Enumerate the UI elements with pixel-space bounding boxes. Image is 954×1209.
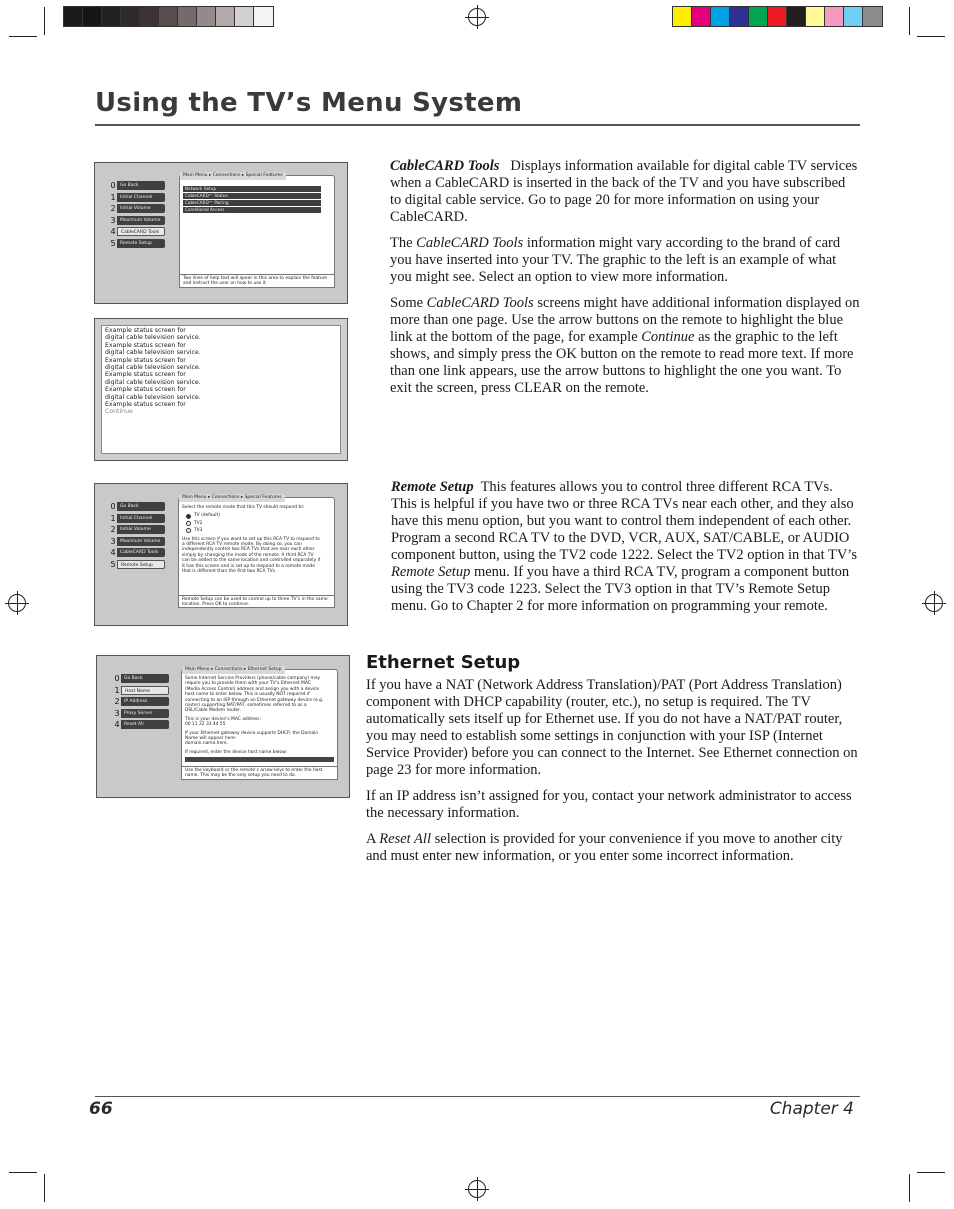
menu-item[interactable] xyxy=(109,181,165,190)
menu-item-label: Maximum Volume xyxy=(117,216,165,225)
menu-item-number: 4 xyxy=(110,227,116,236)
color-swatch xyxy=(216,7,235,26)
menu-item-number: 0 xyxy=(110,502,116,511)
menu-item[interactable] xyxy=(113,709,169,718)
remote-setup-screen xyxy=(94,483,348,626)
menu-item-number: 0 xyxy=(110,181,116,190)
color-swatch xyxy=(844,7,863,26)
menu-item-number: 2 xyxy=(110,204,116,213)
radio-label: TV (default) xyxy=(194,513,220,519)
color-swatch xyxy=(178,7,197,26)
menu-item[interactable] xyxy=(109,227,165,236)
crop-mark xyxy=(909,1174,910,1202)
prompt-text: Select the remote mode that this TV should respond to: xyxy=(182,505,305,510)
menu-option[interactable]: Network Setup xyxy=(183,186,321,192)
menu-option[interactable]: Conditional Access xyxy=(183,207,321,213)
ethernet-setup-screen xyxy=(96,655,350,798)
menu-item-label: Go Back xyxy=(121,674,169,683)
color-swatch xyxy=(749,7,768,26)
menu-item-number: 2 xyxy=(110,525,116,534)
mac-label: This is your device’s MAC address: xyxy=(185,716,261,722)
term: Continue xyxy=(641,329,695,345)
radio-icon xyxy=(186,514,191,519)
color-swatch xyxy=(806,7,825,26)
color-swatch xyxy=(692,7,711,26)
help-text: Remote Setup can be used to control up to three TV’s in the same location. Press OK to continue. xyxy=(178,595,335,608)
domain-name: domain.name.here. xyxy=(185,741,228,747)
menu-option[interactable]: CableCARD™ Pairing xyxy=(183,200,321,206)
crop-mark xyxy=(9,36,37,37)
status-line: Example status screen for xyxy=(105,401,186,409)
radio-label: TV3 xyxy=(194,528,203,534)
color-swatch xyxy=(121,7,140,26)
menu-item[interactable] xyxy=(113,720,169,729)
host-prompt: If required, enter the device host name below: xyxy=(185,749,287,755)
host-name-input[interactable] xyxy=(185,757,334,762)
menu-item[interactable] xyxy=(113,674,169,683)
menu-item-number: 0 xyxy=(114,674,120,683)
menu-item-number: 4 xyxy=(114,720,120,729)
paragraph: Displays information available for digital cable TV services when a CableCARD is inserted in the back of the TV and you have subscribed to digital cable service. Go to page 20 for more information on using your CableCARD. xyxy=(390,158,858,225)
color-swatch xyxy=(711,7,730,26)
mac-address: 00 11 22 33 44 55 xyxy=(185,722,226,728)
menu-item-label: Go Back xyxy=(117,181,165,190)
color-swatch xyxy=(673,7,692,26)
breadcrumb: Main Menu ▸ Connections ▸ Ethernet Setup xyxy=(182,666,285,674)
menu-item-number: 5 xyxy=(110,559,116,569)
crop-mark xyxy=(44,1174,45,1202)
breadcrumb: Main Menu ▸ Connections ▸ Special Features xyxy=(180,172,286,180)
color-swatch xyxy=(825,7,844,26)
status-line: Example status screen for digital cable television service. xyxy=(105,371,201,386)
menu-item[interactable] xyxy=(113,686,169,695)
crop-mark xyxy=(917,1172,945,1173)
menu-item-label: IP Address xyxy=(121,697,169,706)
text: This features allows you to control three different RCA TVs. This is helpful if you have two or three RCA TVs near each other, and they also have this menu option, but you want to control them independent of each other. Program a second RCA TV to the DVD, VCR, AUX, SAT/CABLE, or AUDIO component button, using the TV2 code 1222. Select the TV2 option in that TV’s xyxy=(391,479,857,563)
menu-item-number: 5 xyxy=(110,238,116,248)
color-swatch xyxy=(83,7,102,26)
side-menu xyxy=(109,502,165,571)
isp-info-text: Some Internet Service Providers (phone/cable company) may require you to provide them with your TV’s Ethernet MAC (Media Access Control) address and assign you with a device host name to enter below. This is usually NOT required if connecting to an ISP through an Ethernet gateway device (e.g. router) supporting NAT/PAT, sometimes referred to as a DSL/Cable Modem router. xyxy=(185,676,324,714)
color-swatch xyxy=(64,7,83,26)
remote-setup-section xyxy=(391,479,861,624)
domain-info-text: If your Ethernet gateway device supports DHCP, the Domain Name will appear here: xyxy=(185,730,319,742)
menu-item-number: 4 xyxy=(110,548,116,557)
menu-item-label: Remote Setup xyxy=(117,239,165,248)
menu-item[interactable] xyxy=(109,502,165,511)
text: menu. If you have a third RCA TV, program a component button using the TV3 code 1223. Select the TV3 option in that TV’s Remote Setup menu. Go to Chapter 2 for more information on programming your remote. xyxy=(391,564,850,614)
term: CableCARD Tools xyxy=(390,158,500,174)
header-rule xyxy=(95,124,860,126)
text: as the graphic to the left shows, and simply press the OK button on the remote to read more text. If more than one link appears, use the arrow buttons to highlight the one you want. To exit the screen, press CLEAR on the remote. xyxy=(390,329,854,396)
text: information might vary according to the brand of card you have inserted into your TV. The graphic to the left is an example of what you might see. Select an option to view more information. xyxy=(390,235,841,285)
color-swatch xyxy=(730,7,749,26)
menu-item-number: 1 xyxy=(110,192,116,202)
crop-mark xyxy=(917,36,945,37)
term: Remote Setup xyxy=(391,564,471,580)
text: selection is provided for your convenience if you move to another city and must enter new information, or you enter some incorrect information. xyxy=(366,831,843,864)
crop-mark xyxy=(909,7,910,35)
section-heading: Ethernet Setup xyxy=(366,652,521,673)
color-swatch xyxy=(235,7,254,26)
menu-item-number: 2 xyxy=(114,697,120,706)
menu-item-label: Reset All xyxy=(121,720,169,729)
radio-icon xyxy=(186,521,191,526)
color-swatch xyxy=(768,7,787,26)
registration-mark-icon xyxy=(468,8,486,26)
status-line: Example status screen for digital cable television service. xyxy=(105,386,201,401)
menu-item-label: Remote Setup xyxy=(117,560,165,569)
crop-mark xyxy=(44,7,45,35)
menu-item[interactable] xyxy=(109,193,165,202)
gray-color-bar xyxy=(63,6,274,27)
status-line: Example status screen for digital cable television service. xyxy=(105,341,201,357)
menu-item[interactable] xyxy=(109,216,165,225)
menu-item[interactable] xyxy=(113,697,169,706)
menu-item[interactable] xyxy=(109,239,165,248)
term: CableCARD Tools xyxy=(426,295,534,311)
menu-item[interactable] xyxy=(109,548,165,557)
menu-panel xyxy=(178,497,335,607)
radio-option[interactable] xyxy=(186,521,331,526)
radio-icon xyxy=(186,528,191,533)
menu-item[interactable] xyxy=(109,514,165,523)
registration-mark-icon xyxy=(8,594,26,612)
menu-item-label: Initial Channel xyxy=(117,514,165,523)
status-line: Example status screen for digital cable television service. xyxy=(105,356,201,372)
menu-item[interactable] xyxy=(109,537,165,546)
footer-rule xyxy=(95,1096,860,1097)
status-text xyxy=(105,327,337,408)
menu-item-label: Host Name xyxy=(121,686,169,695)
menu-item-label: Initial Volume xyxy=(117,204,165,213)
side-menu xyxy=(113,674,169,732)
cablecard-status-screen xyxy=(94,318,348,461)
menu-item-number: 1 xyxy=(114,685,120,695)
radio-option[interactable] xyxy=(186,513,331,518)
menu-panel xyxy=(179,175,335,287)
color-swatch xyxy=(140,7,159,26)
menu-option[interactable]: CableCARD™ Status xyxy=(183,193,321,199)
color-swatch xyxy=(102,7,121,26)
breadcrumb: Main Menu ▸ Connections ▸ Special Features xyxy=(179,494,285,502)
menu-item-label: CableCARD Tools xyxy=(117,227,165,236)
color-swatch xyxy=(254,7,273,26)
page-number: 66 xyxy=(89,1099,113,1119)
cablecard-menu-screen xyxy=(94,162,348,304)
crop-mark xyxy=(9,1172,37,1173)
text: A xyxy=(366,831,376,847)
radio-label: TV2 xyxy=(194,520,203,526)
menu-item-label: CableCARD Tools xyxy=(117,548,165,557)
registration-mark-icon xyxy=(925,594,943,612)
chapter-label: Chapter 4 xyxy=(769,1099,854,1119)
menu-item-number: 3 xyxy=(110,536,116,546)
menu-item-number: 1 xyxy=(110,513,116,523)
text: The xyxy=(390,235,413,251)
menu-item-label: Go Back xyxy=(117,502,165,511)
status-line: Example status screen for digital cable television service. xyxy=(105,327,201,342)
menu-item-label: Initial Volume xyxy=(117,525,165,534)
option-list xyxy=(183,186,321,214)
term: Remote Setup xyxy=(391,479,474,495)
menu-panel xyxy=(181,669,338,769)
text: screens might have additional information displayed on more than one page. Use the arrow buttons on the remote to highlight the blue link at the bottom of the page, for example xyxy=(390,295,860,345)
help-text: Two lines of help text will apear in this area to explain the feature and instruct the user on how to use it. xyxy=(179,274,335,288)
menu-item-label: Initial Channel xyxy=(117,193,165,202)
side-menu xyxy=(109,181,165,250)
page-title: Using the TV’s Menu System xyxy=(95,88,523,118)
color-swatch xyxy=(787,7,806,26)
radio-option[interactable] xyxy=(186,528,331,533)
registration-mark-icon xyxy=(468,1180,486,1198)
menu-item[interactable] xyxy=(109,560,165,569)
description-text: Use this screen if you want to set up this RCA TV to respond to a different RCA TV remote mode. By doing so, you can independently control two RCA TVs that are near each other simply by changing the mode of the remote. A third RCA TV can be added to the same location and controlled separately if it has this screen and is set up to respond to a remote mode that is different than the first two RCA TVs. xyxy=(182,536,321,575)
process-color-bar xyxy=(672,6,883,27)
paragraph: If an IP address isn’t assigned for you, contact your network administrator to access the necessary information. xyxy=(366,788,852,821)
menu-item-number: 3 xyxy=(114,708,120,718)
menu-item[interactable] xyxy=(109,204,165,213)
text: Some xyxy=(390,295,424,311)
menu-item-label: Proxy Server xyxy=(121,709,169,718)
menu-item[interactable] xyxy=(109,525,165,534)
menu-item-label: Maximum Volume xyxy=(117,537,165,546)
help-text: Use the keyboard or the remote’s arrow keys to enter the host name. This may be the only setup you need to do. xyxy=(181,766,338,780)
cablecard-section xyxy=(390,158,860,406)
continue-link[interactable]: Continue xyxy=(105,408,133,416)
term: CableCARD Tools xyxy=(416,235,524,251)
paragraph: If you have a NAT (Network Address Translation)/PAT (Port Address Translation) component with DHCP capability (router, etc.), no setup is required. The TV automatically sets itself up for Ethernet use. If you do not have a NAT/PAT router, you may need to establish some settings in conjunction with your ISP (Internet Service Provider) before you can connect to the Internet. See Ethernet connection on page 23 for more information. xyxy=(366,677,858,778)
term: Reset All xyxy=(379,831,431,847)
remote-mode-options xyxy=(186,513,331,533)
menu-item-number: 3 xyxy=(110,215,116,225)
color-swatch xyxy=(159,7,178,26)
color-swatch xyxy=(197,7,216,26)
ethernet-section xyxy=(366,677,860,874)
color-swatch xyxy=(863,7,882,26)
status-panel xyxy=(101,325,341,454)
